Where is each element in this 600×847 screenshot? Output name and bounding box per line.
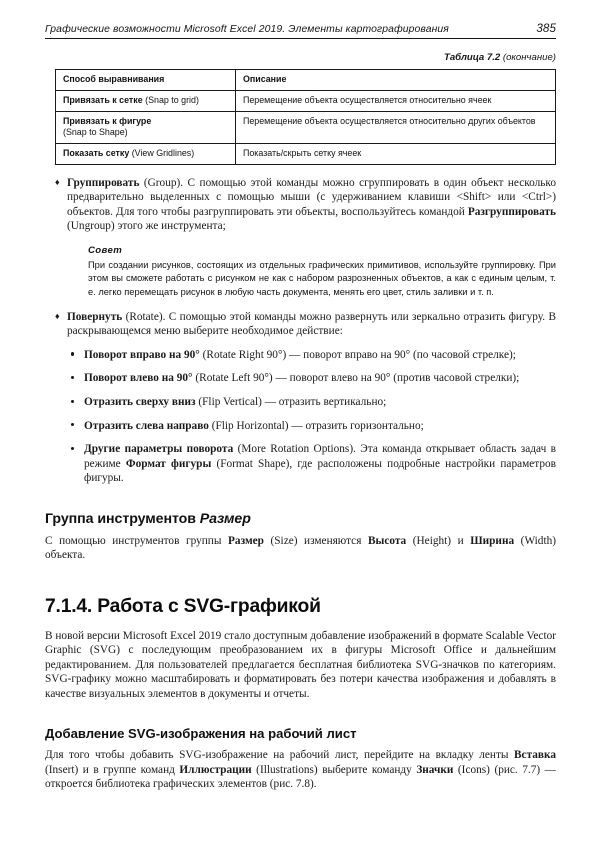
list-item-rotate [45, 310, 556, 339]
round-bullet-icon [71, 447, 74, 450]
table-row [56, 90, 556, 111]
tip-block [88, 245, 556, 299]
option-text: (Rotate Left 90°) — поворот влево на 90° (против часовой стрелки); [192, 372, 520, 385]
list-item [45, 419, 556, 434]
method-name-en: (View Gridlines) [129, 148, 195, 158]
term-rotate-body: (Rotate). С помощью этой команды можно развернуть или зеркально отразить фигуру. В раскрывающемся меню выберите необходимое действие: [67, 310, 556, 338]
table-cell-method [56, 90, 236, 111]
list-item [45, 371, 556, 386]
term-group-body-2: (Ungroup) этого же инструмента; [67, 220, 226, 233]
size-text-1: С помощью инструментов группы [45, 534, 229, 547]
term-group-body-1: (Group). С помощью этой команды можно сгруппировать в один объект несколько предварительно выделенных с помощью мыши (с удерживанием клавиши <Shift> или <Ctrl>) объектов. Для того чтобы разгруппировать эти объекты, воспользуйтесь командой [67, 176, 556, 218]
size-text-3: (Height) и [406, 534, 471, 547]
method-name-en: (Snap to Shape) [63, 127, 128, 138]
diamond-bullet-icon: ♦ [55, 310, 60, 321]
rotate-options-list [45, 348, 556, 486]
running-header-title: Графические возможности Microsoft Excel 2019. Элементы картографирования [45, 24, 449, 35]
add-svg-text-4: (Icons) (рис. 7.7) — откроется библиотека графических элементов (рис. 7.8). [45, 763, 556, 791]
running-header [45, 22, 556, 38]
option-text: (Flip Horizontal) — отразить горизонтально; [208, 419, 424, 432]
method-name: Показать сетку [63, 148, 130, 158]
heading-size-plain: Группа инструментов [45, 510, 200, 527]
method-name: Привязать к фигуре [63, 115, 152, 126]
paragraph-svg-intro: В новой версии Microsoft Excel 2019 стало доступным добавление изображений в формате Scalable Vector Graphic (SVG) с последующим преобразованием их в фигуры Microsoft Office и дальнейшим редактированием. Для пользователей предлагается бесплатная библиотека SVG-значков по категориям. SVG-графику можно масштабировать и форматировать без потери качества изображения и добавлять в качестве визуальных элементов в документы и отчеты. [45, 629, 556, 700]
option-term: Другие параметры поворота [84, 443, 234, 456]
term-height: Высота [367, 534, 407, 547]
paragraph-add-svg [45, 748, 556, 792]
list-item-rotate-text [67, 310, 556, 339]
header-rule [45, 38, 556, 39]
option-term-format-shape: Формат фигуры [125, 457, 212, 470]
table-caption [45, 52, 556, 63]
option-text: (Rotate Right 90°) — поворот вправо на 90° (по часовой стрелке); [199, 348, 516, 361]
list-item [45, 395, 556, 410]
table-row [56, 144, 556, 165]
table-row [56, 111, 556, 144]
option-term: Поворот влево на 90° [84, 372, 193, 385]
round-bullet-icon [71, 423, 74, 426]
heading-section-714: 7.1.4. Работа с SVG-графикой [45, 595, 321, 617]
term-illustrations: Иллюстрации [179, 763, 252, 776]
term-icons: Значки [416, 763, 454, 776]
table-cell-description: Перемещение объекта осуществляется относительно других объектов [235, 111, 555, 144]
term-size: Размер [228, 534, 264, 547]
term-insert-tab: Вставка [514, 749, 556, 762]
table-cell-method [56, 144, 236, 165]
option-term: Отразить слева направо [84, 419, 209, 432]
page-number: 385 [536, 22, 556, 35]
option-text: (Flip Vertical) — отразить вертикально; [195, 396, 387, 408]
option-text-2: (Format Shape), где расположены подробные настройки параметров фигуры. [84, 457, 556, 485]
round-bullet-icon [71, 376, 74, 379]
size-text-2: (Size) изменяются [263, 534, 368, 547]
list-item-group-text [67, 176, 556, 234]
option-term: Поворот вправо на 90° [84, 348, 200, 361]
add-svg-text-3: (Illustrations) выберите команду [251, 763, 417, 776]
table-cell-description: Показать/скрыть сетку ячеек [235, 144, 555, 165]
round-bullet-icon [71, 352, 74, 355]
list-item-group [45, 176, 556, 234]
table-header-row [56, 70, 556, 91]
term-width: Ширина [470, 534, 515, 547]
table-caption-number: Таблица 7.2 [443, 52, 501, 63]
table-caption-continuation: (окончание) [502, 52, 556, 63]
option-term: Отразить сверху вниз [84, 396, 196, 408]
heading-add-svg: Добавление SVG-изображения на рабочий лист [45, 726, 357, 742]
add-svg-text-2: (Insert) и в группе команд [45, 763, 180, 776]
add-svg-text-1: Для того чтобы добавить SVG-изображение на рабочий лист, перейдите на вкладку ленты [45, 749, 515, 762]
size-text-4: (Width) объекта. [45, 534, 556, 562]
method-name-en: (Snap to grid) [142, 94, 199, 105]
table-column-header-method: Способ выравнивания [56, 70, 236, 91]
tip-body: При создании рисунков, состоящих из отдельных графических примитивов, используйте группировку. При этом вы сможете работать с рисунком не как с набором разрозненных объектов, а как с единым целым, т. е. легко перемещать рисунок в любую часть документа, менять его цвет, стиль заливки и т. п. [88, 259, 556, 297]
page-content [45, 22, 556, 792]
heading-size-italic: Размер [199, 510, 251, 527]
term-rotate: Повернуть [67, 310, 123, 323]
table-column-header-description: Описание [235, 70, 555, 91]
list-item [45, 442, 556, 486]
round-bullet-icon [71, 400, 74, 403]
method-name: Привязать к сетке [63, 94, 143, 105]
table-cell-description: Перемещение объекта осуществляется относительно ячеек [235, 90, 555, 111]
table-alignment-methods [55, 69, 556, 165]
tip-title: Совет [88, 244, 123, 256]
term-group: Группировать [67, 176, 140, 189]
table-cell-method [56, 111, 236, 144]
heading-size-tools [45, 511, 556, 527]
diamond-bullet-icon: ♦ [55, 176, 60, 187]
paragraph-size-tools [45, 534, 556, 563]
option-text: (More Rotation Options). Эта команда открывает область задач в режиме [84, 443, 556, 470]
list-item [45, 348, 556, 363]
term-ungroup: Разгруппировать [467, 205, 556, 218]
